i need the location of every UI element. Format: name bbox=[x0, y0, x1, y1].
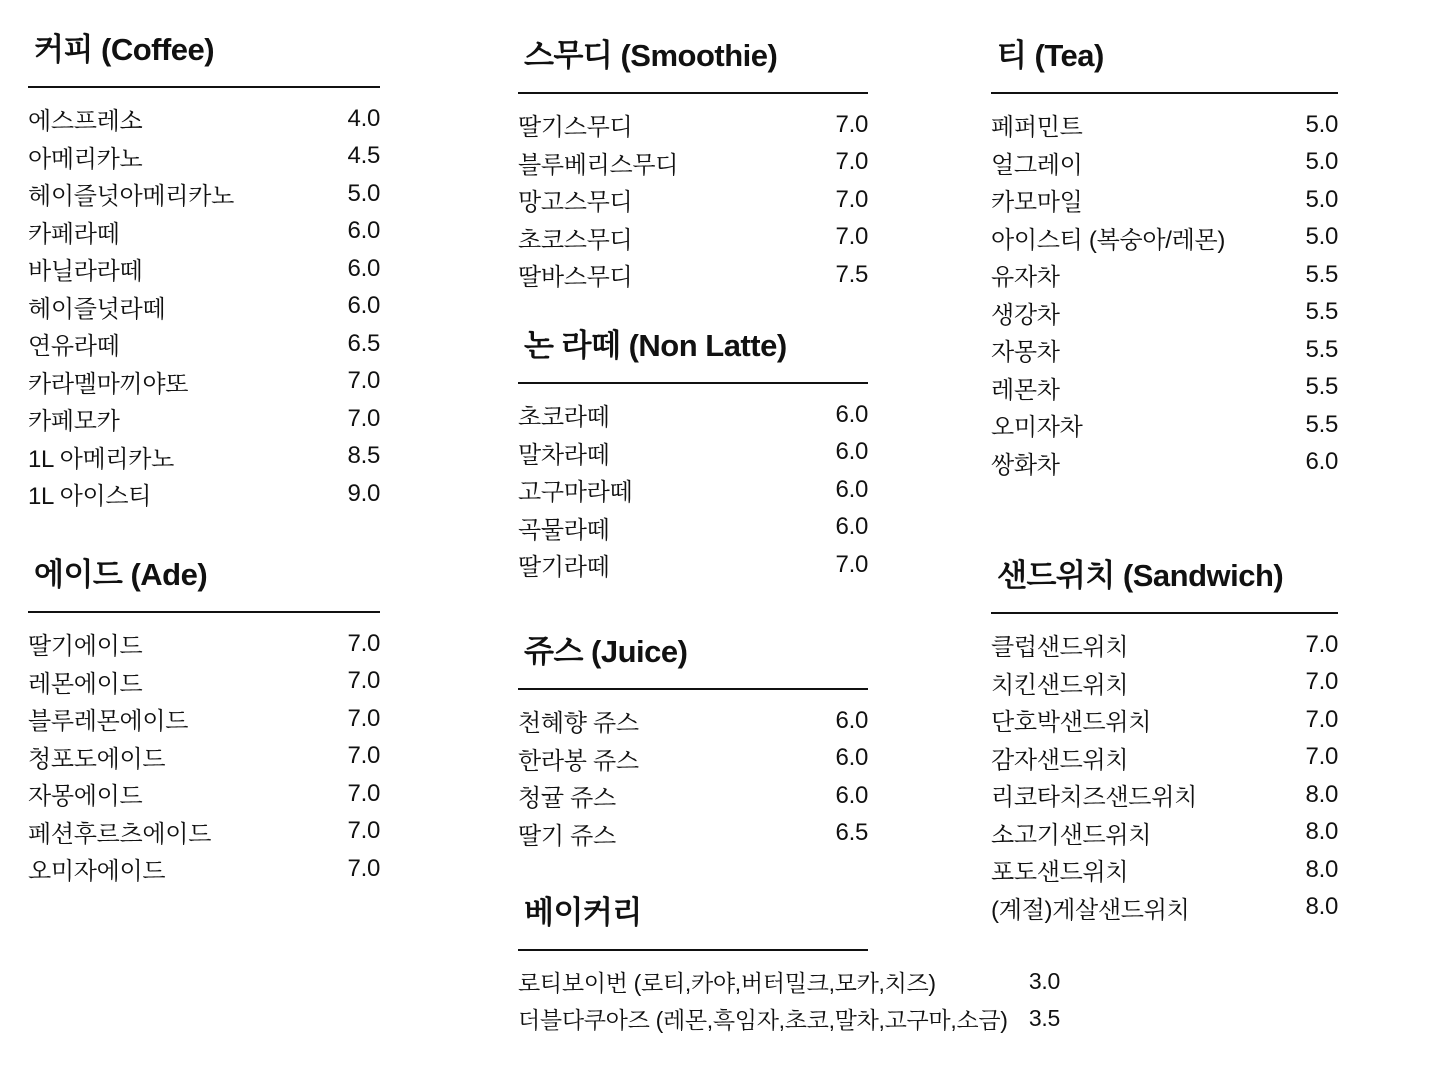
item-name: 감자샌드위치 bbox=[991, 746, 1129, 774]
menu-items-bakery bbox=[518, 963, 1060, 1037]
item-price: 7.0 bbox=[347, 629, 380, 657]
section-divider bbox=[28, 611, 380, 613]
menu-item-row bbox=[28, 438, 380, 476]
item-name: 연유라떼 bbox=[28, 333, 120, 361]
menu-item-row bbox=[518, 256, 868, 294]
item-price: 7.0 bbox=[347, 667, 380, 695]
item-price: 3.0 bbox=[1028, 968, 1060, 994]
menu-item-row bbox=[518, 546, 868, 584]
item-price: 5.0 bbox=[1305, 223, 1338, 251]
item-price: 5.5 bbox=[1305, 298, 1338, 326]
menu-item-row bbox=[991, 181, 1338, 219]
section-divider bbox=[518, 382, 868, 384]
item-price: 6.0 bbox=[835, 744, 868, 772]
item-name: 클럽샌드위치 bbox=[991, 634, 1129, 662]
item-name: 카페라떼 bbox=[28, 220, 120, 248]
item-name: 딸바스무디 bbox=[518, 264, 633, 292]
item-price: 9.0 bbox=[347, 479, 380, 507]
item-name: 자몽에이드 bbox=[28, 783, 143, 811]
item-name: 곡물라떼 bbox=[518, 516, 610, 544]
menu-item-row bbox=[991, 776, 1338, 814]
menu-item-row bbox=[991, 256, 1338, 294]
menu-item-row bbox=[28, 363, 380, 401]
item-price: 7.0 bbox=[835, 110, 868, 138]
menu-item-row bbox=[28, 663, 380, 701]
item-price: 7.0 bbox=[835, 223, 868, 251]
item-name: 카라멜마끼야또 bbox=[28, 370, 189, 398]
menu-item-row bbox=[518, 434, 868, 472]
item-price: 7.0 bbox=[1305, 630, 1338, 658]
section-title-sandwich: 샌드위치 (Sandwich) bbox=[997, 558, 1284, 593]
item-name: 천혜향 쥬스 bbox=[518, 710, 639, 738]
item-name: 아메리카노 bbox=[28, 145, 143, 173]
section-ade bbox=[28, 555, 380, 888]
menu-items-sandwich bbox=[991, 626, 1338, 926]
menu-item-row bbox=[991, 739, 1338, 777]
item-name: 오미자차 bbox=[991, 414, 1083, 442]
menu-item-row bbox=[991, 369, 1338, 407]
item-name: 블루베리스무디 bbox=[518, 151, 679, 179]
menu-item-row bbox=[28, 175, 380, 213]
item-price: 7.0 bbox=[347, 404, 380, 432]
item-price: 8.0 bbox=[1305, 893, 1338, 921]
menu-item-row bbox=[28, 400, 380, 438]
menu-item-row bbox=[518, 1000, 1060, 1037]
item-name: 딸기 쥬스 bbox=[518, 822, 616, 850]
menu-item-row bbox=[991, 444, 1338, 482]
item-name: 청포도에이드 bbox=[28, 745, 166, 773]
section-tea bbox=[991, 36, 1338, 481]
item-name: 블루레몬에이드 bbox=[28, 708, 189, 736]
section-title-coffee: 커피 (Coffee) bbox=[34, 32, 215, 67]
item-price: 7.0 bbox=[1305, 743, 1338, 771]
menu-item-row bbox=[991, 144, 1338, 182]
item-name: 더블다쿠아즈 (레몬,흑임자,초코,말차,고구마,소금) bbox=[518, 1007, 1008, 1033]
section-divider bbox=[518, 949, 868, 951]
item-name: 1L 아메리카노 bbox=[28, 445, 174, 473]
item-name: 헤이즐넛아메리카노 bbox=[28, 183, 234, 211]
menu-item-row bbox=[518, 740, 868, 778]
item-name: 페퍼민트 bbox=[991, 114, 1083, 142]
item-price: 8.0 bbox=[1305, 818, 1338, 846]
item-price: 6.0 bbox=[835, 475, 868, 503]
menu-item-row bbox=[518, 106, 868, 144]
item-name: 자몽차 bbox=[991, 339, 1060, 367]
item-price: 8.0 bbox=[1305, 780, 1338, 808]
item-price: 7.0 bbox=[347, 779, 380, 807]
menu-item-row bbox=[28, 288, 380, 326]
item-name: 오미자에이드 bbox=[28, 858, 166, 886]
item-name: 아이스티 (복숭아/레몬) bbox=[991, 226, 1226, 254]
menu-item-row bbox=[991, 626, 1338, 664]
item-name: 에스프레소 bbox=[28, 108, 143, 136]
item-price: 6.0 bbox=[835, 513, 868, 541]
section-title-bakery: 베이커리 bbox=[524, 895, 642, 930]
menu-items-tea bbox=[991, 106, 1338, 481]
item-price: 6.0 bbox=[347, 217, 380, 245]
menu-items-coffee bbox=[28, 100, 380, 513]
item-name: 로티보이번 (로티,카야,버터밀크,모카,치즈) bbox=[518, 970, 936, 996]
menu-item-row bbox=[991, 889, 1338, 927]
menu-item-row bbox=[991, 219, 1338, 257]
menu-item-row bbox=[518, 219, 868, 257]
item-price: 4.0 bbox=[347, 104, 380, 132]
item-price: 7.0 bbox=[1305, 705, 1338, 733]
item-price: 7.0 bbox=[347, 742, 380, 770]
item-name: 망고스무디 bbox=[518, 189, 633, 217]
item-price: 4.5 bbox=[347, 142, 380, 170]
item-price: 5.0 bbox=[347, 179, 380, 207]
item-price: 6.0 bbox=[835, 706, 868, 734]
item-price: 5.5 bbox=[1305, 373, 1338, 401]
item-price: 6.0 bbox=[1305, 448, 1338, 476]
menu-item-row bbox=[28, 625, 380, 663]
section-title-juice: 쥬스 (Juice) bbox=[524, 634, 688, 669]
menu-item-row bbox=[28, 325, 380, 363]
item-price: 5.5 bbox=[1305, 260, 1338, 288]
item-price: 6.0 bbox=[347, 292, 380, 320]
section-smoothie bbox=[518, 36, 868, 294]
item-name: 레몬에이드 bbox=[28, 670, 143, 698]
item-name: 소고기샌드위치 bbox=[991, 821, 1152, 849]
item-name: (계절)게살샌드위치 bbox=[991, 896, 1190, 924]
menu-item-row bbox=[991, 406, 1338, 444]
item-name: 초코라떼 bbox=[518, 404, 610, 432]
menu-items-juice bbox=[518, 702, 868, 852]
item-price: 7.0 bbox=[835, 185, 868, 213]
item-price: 6.0 bbox=[835, 438, 868, 466]
section-divider bbox=[518, 92, 868, 94]
menu-item-row bbox=[28, 700, 380, 738]
item-price: 3.5 bbox=[1028, 1005, 1060, 1031]
menu-item-row bbox=[518, 702, 868, 740]
item-name: 단호박샌드위치 bbox=[991, 709, 1152, 737]
item-price: 5.5 bbox=[1305, 410, 1338, 438]
menu-item-row bbox=[518, 509, 868, 547]
item-price: 6.0 bbox=[835, 781, 868, 809]
item-name: 청귤 쥬스 bbox=[518, 785, 616, 813]
menu-item-row bbox=[518, 471, 868, 509]
menu-item-row bbox=[518, 396, 868, 434]
item-price: 5.5 bbox=[1305, 335, 1338, 363]
item-price: 7.5 bbox=[835, 260, 868, 288]
menu-item-row bbox=[28, 813, 380, 851]
item-name: 카모마일 bbox=[991, 189, 1083, 217]
section-divider bbox=[28, 86, 380, 88]
item-name: 말차라떼 bbox=[518, 441, 610, 469]
menu-items-ade bbox=[28, 625, 380, 888]
section-title-smoothie: 스무디 (Smoothie) bbox=[524, 38, 778, 73]
menu-item-row bbox=[991, 106, 1338, 144]
item-price: 7.0 bbox=[347, 817, 380, 845]
menu-item-row bbox=[28, 775, 380, 813]
menu-item-row bbox=[991, 331, 1338, 369]
menu-item-row bbox=[991, 851, 1338, 889]
menu-item-row bbox=[28, 850, 380, 888]
section-sandwich bbox=[991, 556, 1338, 926]
item-price: 6.0 bbox=[835, 400, 868, 428]
menu-item-row bbox=[518, 815, 868, 853]
item-price: 7.0 bbox=[1305, 668, 1338, 696]
menu-item-row bbox=[28, 213, 380, 251]
section-divider bbox=[518, 688, 868, 690]
item-name: 고구마라떼 bbox=[518, 479, 633, 507]
section-title-non-latte: 논 라떼 (Non Latte) bbox=[524, 328, 787, 363]
section-coffee bbox=[28, 30, 380, 513]
item-name: 카페모카 bbox=[28, 408, 120, 436]
menu-item-row bbox=[28, 138, 380, 176]
item-name: 페션후르츠에이드 bbox=[28, 820, 212, 848]
item-name: 딸기스무디 bbox=[518, 114, 633, 142]
menu-item-row bbox=[518, 144, 868, 182]
item-name: 포도샌드위치 bbox=[991, 859, 1129, 887]
item-price: 7.0 bbox=[347, 367, 380, 395]
menu-items-smoothie bbox=[518, 106, 868, 294]
menu-item-row bbox=[991, 294, 1338, 332]
item-price: 7.0 bbox=[835, 550, 868, 578]
item-name: 리코타치즈샌드위치 bbox=[991, 784, 1197, 812]
item-price: 6.5 bbox=[347, 329, 380, 357]
item-name: 한라봉 쥬스 bbox=[518, 747, 639, 775]
item-name: 딸기에이드 bbox=[28, 633, 143, 661]
section-bakery bbox=[518, 893, 1060, 1037]
item-price: 5.0 bbox=[1305, 185, 1338, 213]
item-price: 7.0 bbox=[347, 704, 380, 732]
section-title-tea: 티 (Tea) bbox=[997, 38, 1104, 73]
menu-item-row bbox=[991, 701, 1338, 739]
item-name: 바닐라라떼 bbox=[28, 258, 143, 286]
item-price: 5.0 bbox=[1305, 148, 1338, 176]
item-name: 유자차 bbox=[991, 264, 1060, 292]
item-name: 레몬차 bbox=[991, 376, 1060, 404]
item-price: 7.0 bbox=[347, 854, 380, 882]
menu-item-row bbox=[991, 814, 1338, 852]
section-non-latte bbox=[518, 326, 868, 584]
menu-item-row bbox=[518, 963, 1060, 1000]
section-divider bbox=[991, 92, 1338, 94]
item-name: 1L 아이스티 bbox=[28, 483, 152, 511]
menu-item-row bbox=[991, 664, 1338, 702]
item-price: 5.0 bbox=[1305, 110, 1338, 138]
menu-item-row bbox=[28, 100, 380, 138]
item-name: 헤이즐넛라떼 bbox=[28, 295, 166, 323]
menu-item-row bbox=[28, 475, 380, 513]
item-name: 쌍화차 bbox=[991, 451, 1060, 479]
section-juice bbox=[518, 632, 868, 852]
menu-item-row bbox=[28, 738, 380, 776]
item-price: 7.0 bbox=[835, 148, 868, 176]
menu-item-row bbox=[518, 777, 868, 815]
item-price: 6.0 bbox=[347, 254, 380, 282]
section-title-ade: 에이드 (Ade) bbox=[34, 557, 208, 592]
menu-items-non-latte bbox=[518, 396, 868, 584]
section-divider bbox=[991, 612, 1338, 614]
item-name: 초코스무디 bbox=[518, 226, 633, 254]
item-name: 얼그레이 bbox=[991, 151, 1083, 179]
item-name: 생강차 bbox=[991, 301, 1060, 329]
item-name: 치킨샌드위치 bbox=[991, 671, 1129, 699]
item-price: 6.5 bbox=[835, 819, 868, 847]
item-price: 8.0 bbox=[1305, 855, 1338, 883]
item-name: 딸기라떼 bbox=[518, 554, 610, 582]
menu-item-row bbox=[518, 181, 868, 219]
menu-item-row bbox=[28, 250, 380, 288]
item-price: 8.5 bbox=[347, 442, 380, 470]
